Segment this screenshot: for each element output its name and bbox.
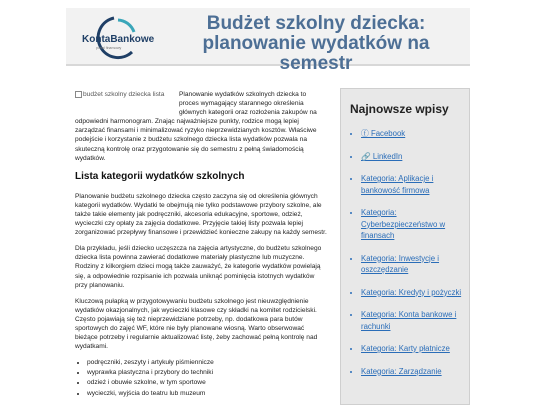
sidebar-item — [361, 207, 469, 242]
page — [66, 8, 470, 405]
sidebar-link-facebook[interactable]: ⓕ Facebook — [361, 129, 406, 138]
sidebar-item — [361, 151, 469, 163]
sidebar — [340, 88, 470, 405]
page-title — [166, 14, 466, 74]
section-heading: Lista kategorii wydatków szkolnych — [75, 170, 245, 182]
sidebar-item — [361, 343, 469, 355]
sidebar-heading: Najnowsze wpisy — [350, 102, 449, 116]
sidebar-link-linkedin[interactable]: 🔗 LinkedIn — [361, 151, 403, 161]
list-item: • wycieczki, wyjścia do teatru lub muzeum — [87, 389, 327, 398]
sidebar-item — [361, 173, 469, 196]
intro-text: Planowanie wydatków szkolnych dziecka to proces wymagający starannego określenia głównych kategorii oraz rozłożenia zakupów na odpowiedni harmonogram. Znając najważniejsze punkty, rodzice mogą lepiej zarządzać finansami i minimalizować ryzyko nieprzewidzianych kosztów. Właściwe podejście i korzystanie z budżetu szkolnego dziecka lista wydatków pozwala na skuteczną kontrolę oraz przygotowanie się do semestru z pełną świadomością wydatków. — [75, 91, 317, 162]
sidebar-item — [361, 253, 469, 276]
broken-image-icon — [75, 91, 82, 98]
sidebar-link-category[interactable]: Kategoria: Inwestycje i oszczędzanie — [361, 253, 440, 274]
article-content — [75, 90, 327, 399]
article-image — [75, 90, 175, 110]
sidebar-link-category[interactable]: Kategoria: Karty płatnicze — [361, 344, 450, 353]
list-item: • wyprawka plastyczna i przybory do techniki — [87, 368, 327, 377]
paragraph-2: Dla przykładu, jeśli dziecko uczęszcza na zajęcia artystyczne, do budżetu szkolnego dziecka lista powinna zawierać dodatkowe materiały plastyczne lub muzyczne. Rodziny z kilkorgiem dzieci mogą także zauważyć, że kategorie wydatków powielają się, a odpowiednie rozpisanie ich pozwala uniknąć pominięcia istotnych wydatków przy planowaniu. — [75, 245, 322, 289]
site-header — [66, 8, 470, 74]
sidebar-item — [361, 128, 469, 140]
title-line-1: Budżet szkolny dziecka: — [206, 13, 426, 34]
sidebar-link-category[interactable]: Kategoria: Kredyty i pożyczki — [361, 287, 462, 297]
sidebar-item — [361, 309, 469, 332]
title-line-2: planowanie wydatków na semestr — [202, 33, 430, 74]
site-logo[interactable] — [74, 12, 154, 60]
paragraph-3: Kluczową pułapką w przygotowywaniu budżetu szkolnego jest nieuwzględnienie wydatków okazjonalnych, jak wycieczki klasowe czy składki na komitet rodzicielski. Często pojawiają się też nieprzewidziane potrzeby, np. dodatkowa para butów sportowych do zajęć WF, które nie były planowane wiosną. Warto obserwować bieżące potrzeby i regularnie aktualizować listę, żeby zachować pełną kontrolę nad wydatkami. — [75, 297, 318, 351]
sidebar-link-category[interactable]: Kategoria: Zarządzanie — [361, 366, 442, 376]
sidebar-item — [361, 287, 469, 299]
sidebar-link-category[interactable]: Kategoria: Cyberbezpieczeństwo w finansach — [361, 208, 446, 240]
sidebar-link-category[interactable]: Kategoria: Aplikacje i bankowość firmowa — [361, 174, 434, 195]
logo-tagline: portal finansowy — [96, 46, 122, 50]
article-image-alt: budżet szkolny dziecka lista — [83, 91, 165, 98]
sidebar-link-category[interactable]: Kategoria: Konta bankowe i rachunki — [361, 310, 457, 331]
list-item: • podręczniki, zeszyty i artykuły piśmiennicze — [87, 358, 327, 367]
expense-list — [87, 358, 327, 397]
sidebar-item — [361, 366, 469, 378]
paragraph-1: Planowanie budżetu szkolnego dziecka często zaczyna się od określenia głównych kategorii wydatków. Wydatki te obejmują nie tylko podstawowe przybory szkolne, ale także takie elementy jak podręczniki, akcesoria edukacyjne, sportowe, odzież, wycieczki czy opłaty za zajęcia dodatkowe. Przyjęcie takiej listy pozwala lepiej zorganizować przepływy finansowe i przewidzieć konieczne zakupy na każdy semestr. — [75, 192, 327, 237]
logo-text: KontaBankowe — [82, 34, 154, 45]
article-intro — [75, 90, 327, 163]
list-item: • odzież i obuwie szkolne, w tym sportowe — [87, 378, 327, 387]
sidebar-links — [361, 128, 469, 377]
